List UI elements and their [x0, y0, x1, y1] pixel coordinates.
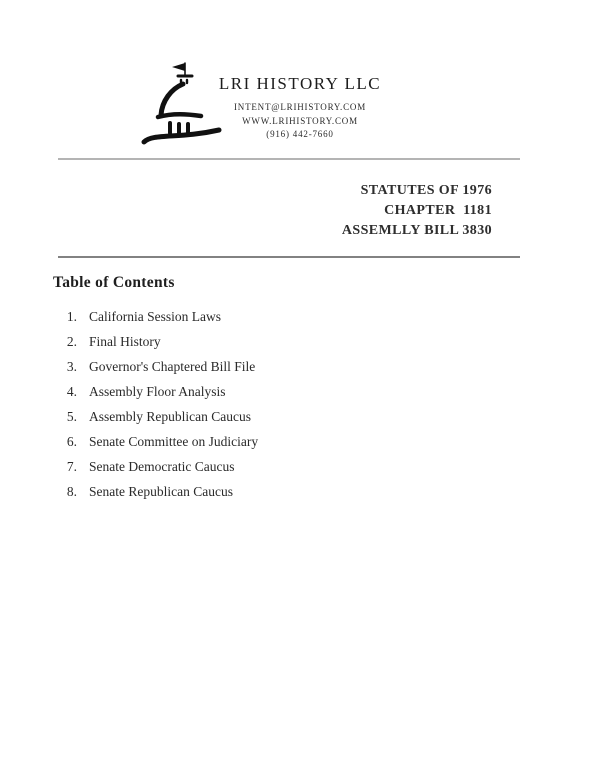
email-line: INTENT@LRIHISTORY.COM [233, 102, 366, 112]
divider-top [58, 158, 520, 160]
assembly-bill-line: ASSEMLLY BILL 3830 [341, 223, 492, 238]
toc-item [55, 404, 475, 429]
toc-item-label: Assembly Republican Caucus [89, 409, 251, 424]
letterhead [190, 74, 410, 142]
toc-item-number: 4. [66, 384, 77, 399]
toc-item [55, 479, 475, 504]
toc-item-label: Senate Democratic Caucus [89, 459, 235, 474]
toc-item [55, 429, 475, 454]
company-name: LRI HISTORY LLC [218, 74, 382, 93]
statutes-line: STATUTES OF 1976 [360, 183, 492, 198]
toc-item-number: 5. [66, 409, 77, 424]
toc-item-number: 2. [66, 334, 77, 349]
toc-item-number: 7. [66, 459, 77, 474]
toc-item-label: California Session Laws [89, 309, 221, 324]
divider-bottom [58, 256, 520, 258]
website-line: WWW.LRIHISTORY.COM [242, 115, 358, 126]
toc-item-label: Final History [89, 334, 161, 349]
toc-item-number: 3. [66, 359, 77, 374]
toc-item [55, 304, 475, 329]
toc-item [55, 379, 475, 404]
toc-item-label: Senate Republican Caucus [89, 484, 233, 499]
toc-item [55, 354, 475, 379]
toc-item-number: 8. [66, 484, 77, 499]
toc-item-label: Governor's Chaptered Bill File [89, 359, 256, 374]
document-heading [342, 181, 492, 241]
toc-item-label: Senate Committee on Judiciary [89, 434, 259, 449]
toc-item-number: 6. [66, 434, 77, 449]
toc-list [55, 304, 475, 504]
toc-title: Table of Contents [53, 274, 175, 291]
phone-line: (916) 442-7660 [266, 129, 334, 139]
toc-item [55, 454, 475, 479]
chapter-line: CHAPTER 1181 [384, 203, 492, 218]
toc-item-number: 1. [66, 309, 77, 324]
toc-item-label: Assembly Floor Analysis [89, 384, 226, 399]
toc-item [55, 329, 475, 354]
